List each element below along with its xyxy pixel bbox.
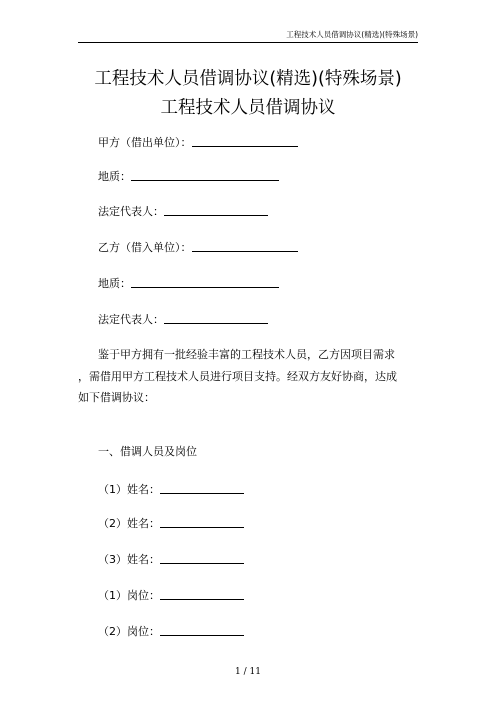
document-title: 工程技术人员借调协议(精选)(特殊场景) [94,69,402,89]
party-b-line [98,239,298,255]
item-name-2-line [98,515,244,531]
party-a-blank [192,134,298,147]
item-post-2-line [98,623,244,639]
item-name-2-blank [160,515,244,528]
legal-rep-a-blank [164,203,268,216]
legal-rep-a-label: 法定代表人： [98,205,164,218]
party-b-label: 乙方（借入单位）： [98,241,192,254]
item-name-2-label: （2）姓名： [98,517,160,530]
intro-line-3: 如下借调协议： [78,391,155,404]
legal-rep-b-label: 法定代表人： [98,313,164,326]
intro-line-1: 鉴于甲方拥有一批经验丰富的工程技术人员，乙方因项目需求 [98,348,395,361]
legal-rep-b-blank [164,311,268,324]
item-post-2-label: （2）岗位： [98,625,160,638]
party-a-line [98,134,298,150]
document-subtitle: 工程技术人员借调协议 [160,98,336,118]
address-a-blank [131,168,279,181]
item-name-1-line [98,481,244,497]
intro-line-2: ，需借用甲方工程技术人员进行项目支持。经双方友好协商，达成 [78,369,397,383]
item-name-3-blank [160,551,244,564]
item-name-3-line [98,551,244,567]
party-a-label: 甲方（借出单位）： [98,136,192,149]
item-post-1-blank [160,587,244,600]
item-post-1-line [98,587,244,603]
address-a-label: 地质： [98,170,131,183]
item-name-1-blank [160,481,244,494]
party-b-blank [192,239,298,252]
address-b-line [98,275,279,291]
item-name-1-label: （1）姓名： [98,483,160,496]
item-name-3-label: （3）姓名： [98,553,160,566]
page-number: 1 / 11 [235,667,261,677]
legal-rep-a-line [98,203,268,219]
address-a-line [98,168,279,184]
address-b-blank [131,275,279,288]
item-post-2-blank [160,623,244,636]
address-b-label: 地质： [98,277,131,290]
item-post-1-label: （1）岗位： [98,589,160,602]
section-1-heading: 一、借调人员及岗位 [98,445,197,458]
intro-paragraph [78,344,416,409]
legal-rep-b-line [98,311,268,327]
header-divider [78,42,418,43]
running-header: 工程技术人员借调协议(精选)(特殊场景) [286,30,418,39]
